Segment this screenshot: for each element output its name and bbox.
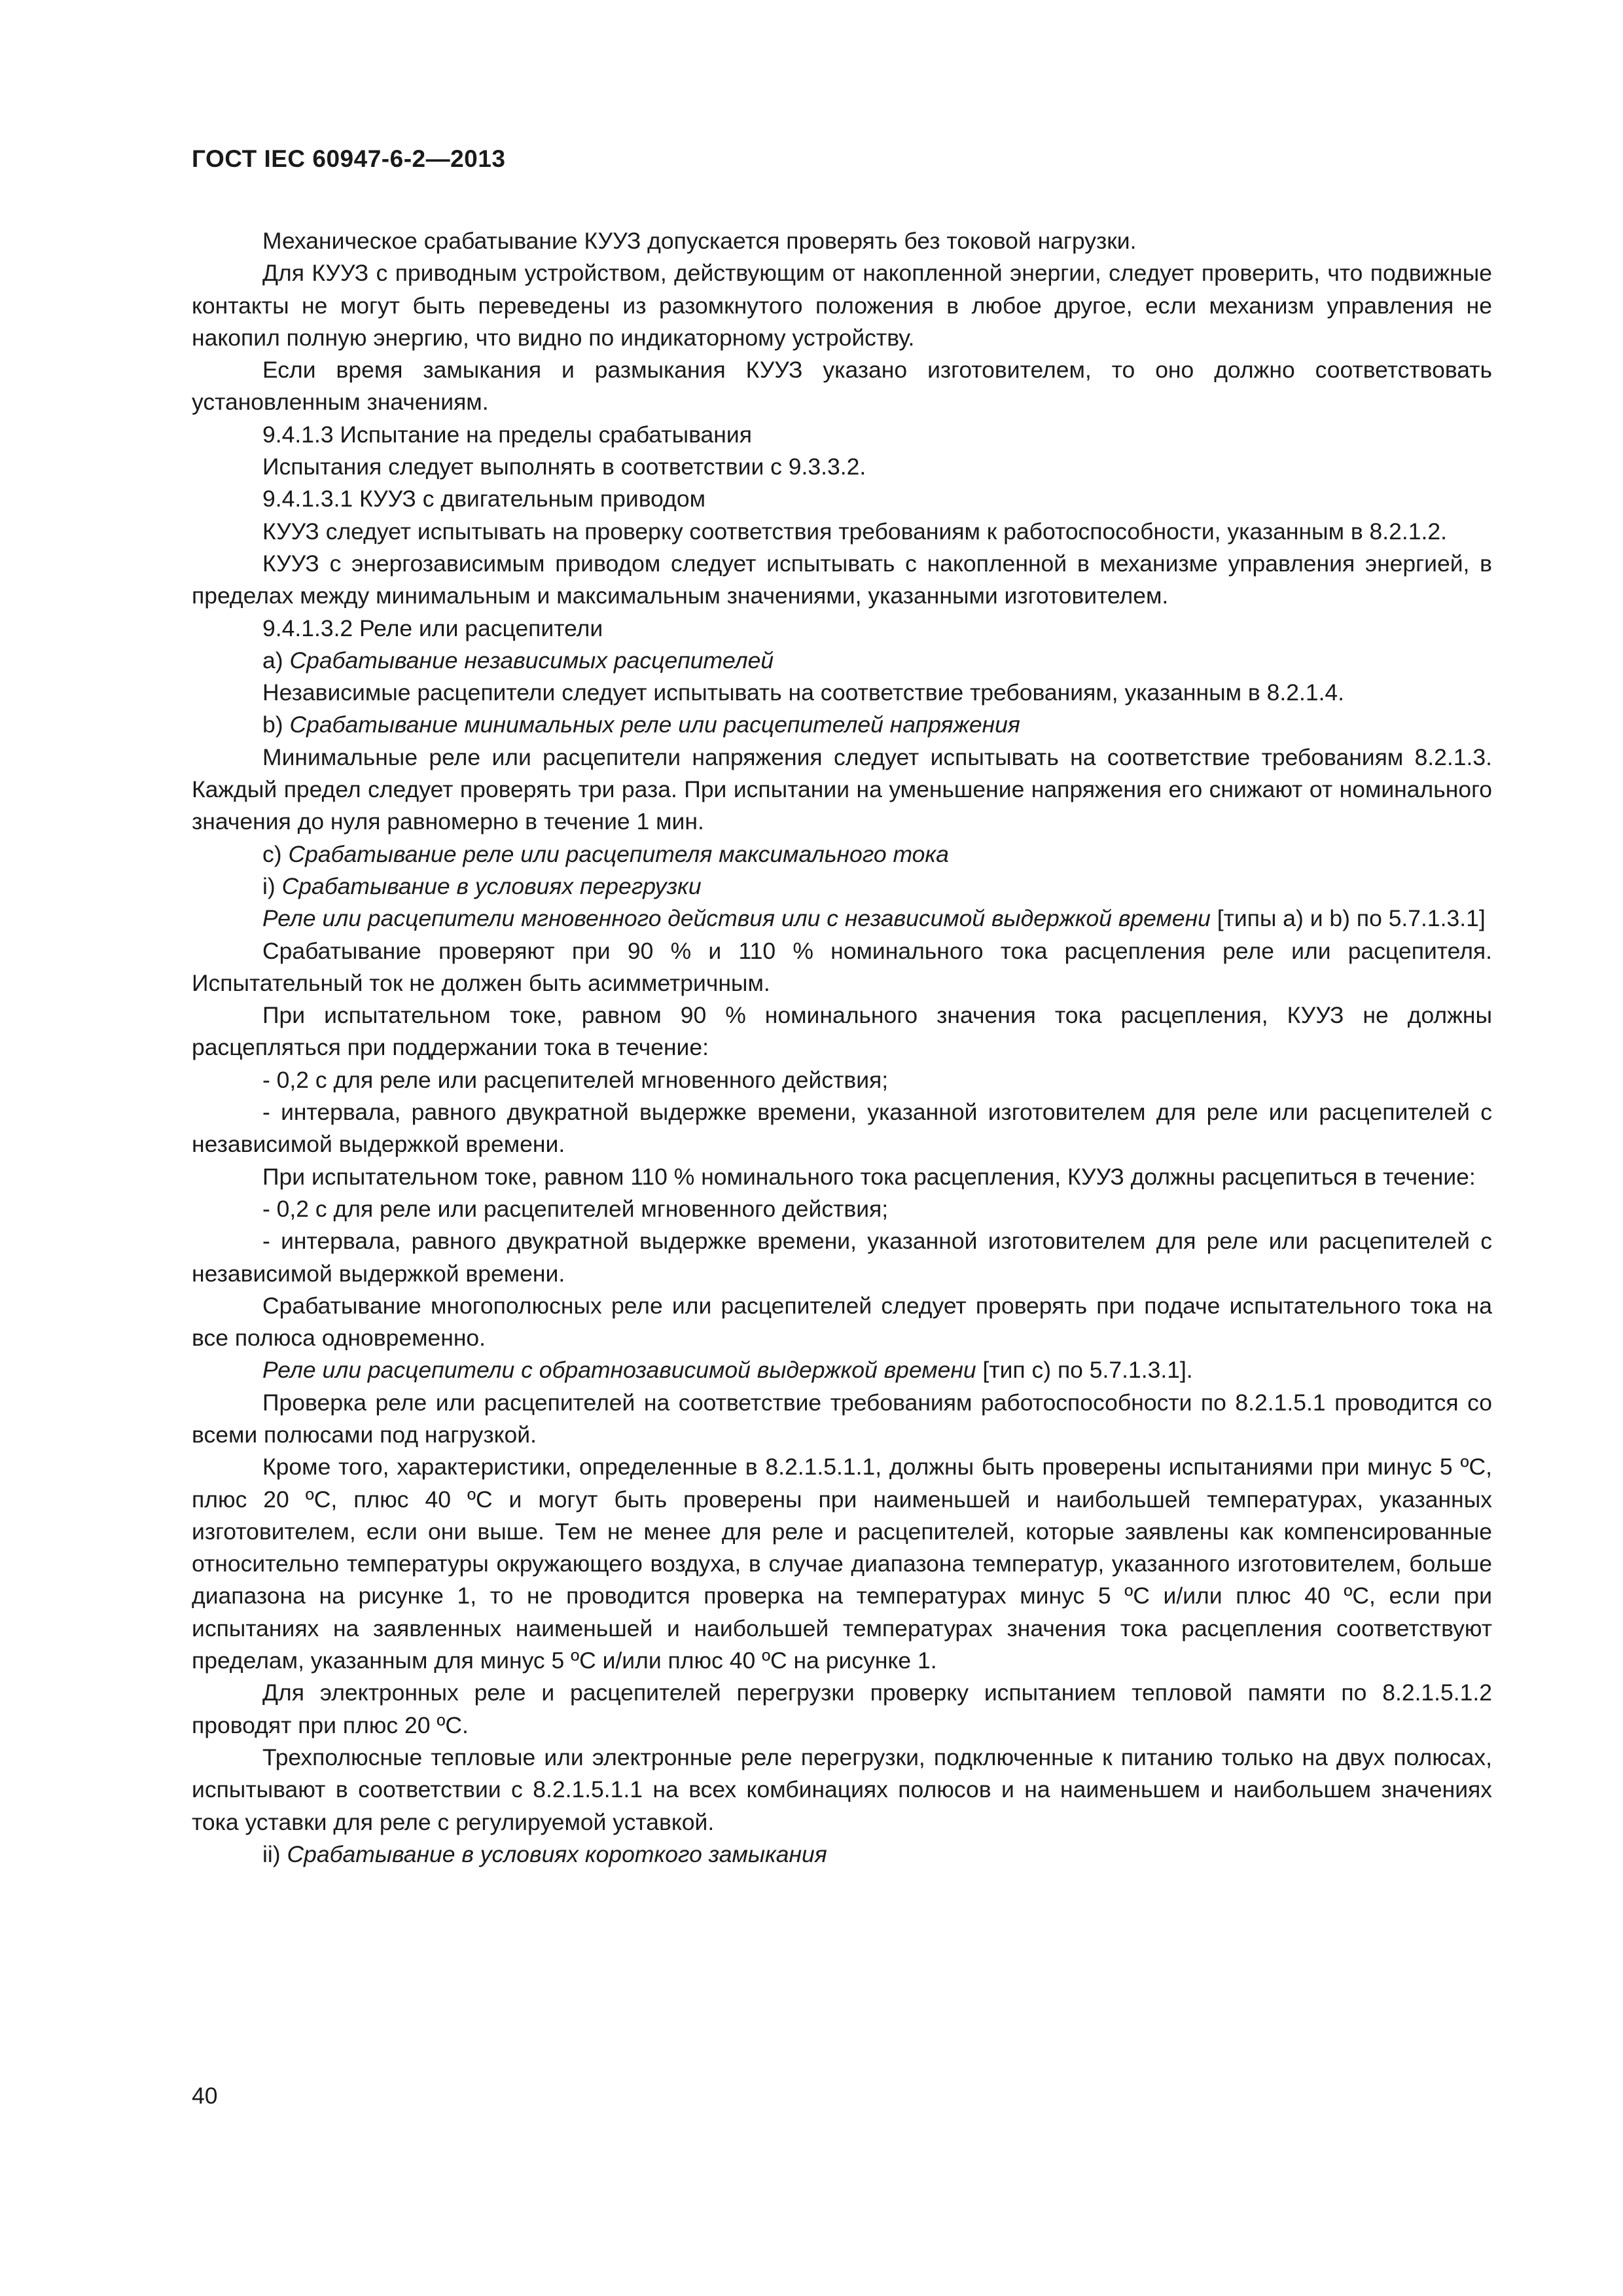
- paragraph-tail: [тип c) по 5.7.1.3.1].: [976, 1357, 1193, 1384]
- paragraph-italic: Реле или расцепители с обратнозависимой выдержкой времени: [262, 1357, 976, 1384]
- paragraph-text: При испытательном токе, равном 90 % номинального значения тока расцепления, КУУЗ не должны расцепляться при поддержании тока в течение:: [192, 1002, 1492, 1061]
- paragraph: [192, 225, 1492, 257]
- paragraph-text: 9.4.1.3.1 КУУЗ с двигательным приводом: [262, 486, 705, 512]
- paragraph-text: - интервала, равного двукратной выдержке времени, указанной изготовителем для реле или расцепителей с независимой выдержкой времени.: [192, 1228, 1492, 1287]
- document-body: [192, 225, 1492, 1871]
- paragraph: [192, 1387, 1492, 1452]
- paragraph-text: Если время замыкания и размыкания КУУЗ указано изготовителем, то оно должно соответствовать установленным значениям.: [192, 357, 1492, 416]
- paragraph-lead: c): [262, 840, 289, 867]
- paragraph: [192, 1354, 1492, 1386]
- paragraph-italic: Срабатывание реле или расцепителя максимального тока: [288, 840, 949, 867]
- paragraph: [192, 903, 1492, 935]
- paragraph-italic: Срабатывание минимальных реле или расцепителей напряжения: [289, 711, 1020, 738]
- paragraph-text: Независимые расцепители следует испытывать на соответствие требованиям, указанным в 8.2.1.4.: [262, 679, 1345, 706]
- paragraph: [192, 613, 1492, 645]
- paragraph: [192, 451, 1492, 483]
- paragraph-text: КУУЗ следует испытывать на проверку соответствия требованиям к работоспособности, указанным в 8.2.1.2.: [262, 518, 1447, 545]
- paragraph: [192, 257, 1492, 354]
- paragraph-text: Минимальные реле или расцепители напряжения следует испытывать на соответствие требованиям 8.2.1.3. Каждый предел следует проверять три раза. При испытании на уменьшение напряжения его снижают от номинального значения до нуля равномерно в течение 1 мин.: [192, 744, 1492, 835]
- paragraph-text: - 0,2 с для реле или расцепителей мгновенного действия;: [262, 1066, 889, 1093]
- paragraph-text: Трехполюсные тепловые или электронные реле перегрузки, подключенные к питанию только на двух полюсах, испытывают в соответствии с 8.2.1.5.1.1 на всех комбинациях полюсов и на наименьшем и наибольшем значениях тока уставки для реле с регулируемой уставкой.: [192, 1744, 1492, 1835]
- paragraph-text: 9.4.1.3 Испытание на пределы срабатывания: [262, 421, 752, 448]
- paragraph-italic: Реле или расцепители мгновенного действия или с независимой выдержкой времени: [262, 905, 1211, 932]
- paragraph-text: - интервала, равного двукратной выдержке времени, указанной изготовителем для реле или расцепителей с независимой выдержкой времени.: [192, 1099, 1492, 1158]
- paragraph: [192, 1290, 1492, 1355]
- paragraph: [192, 1161, 1492, 1193]
- paragraph-tail: [типы a) и b) по 5.7.1.3.1]: [1210, 905, 1486, 932]
- paragraph-text: Срабатывание многополюсных реле или расцепителей следует проверять при подаче испытательного тока на все полюса одновременно.: [192, 1292, 1492, 1352]
- paragraph: [192, 1677, 1492, 1742]
- paragraph: [192, 1451, 1492, 1677]
- paragraph: [192, 419, 1492, 451]
- paragraph: [192, 1096, 1492, 1161]
- paragraph-text: КУУЗ с энергозависимым приводом следует испытывать с накопленной в механизме управления энергией, в пределах между минимальным и максимальным значениями, указанными изготовителем.: [192, 550, 1492, 609]
- paragraph-text: Срабатывание проверяют при 90 % и 110 % номинального тока расцепления реле или расцепителя. Испытательный ток не должен быть асимметричным.: [192, 937, 1492, 996]
- paragraph: [192, 999, 1492, 1064]
- paragraph-text: Кроме того, характеристики, определенные в 8.2.1.5.1.1, должны быть проверены испытаниями при минус 5 ºC, плюс 20 ºC, плюс 40 ºC и могут быть проверены при наименьшей и наибольшей температурах, указанных изготовителем, если они выше. Тем не менее для реле и расцепителей, которые заявлены как компенсированные относительно температуры окружающего воздуха, в случае диапазона температур, указанного изготовителем, больше диапазона на рисунке 1, то не проводится проверка на температурах минус 5 ºC и/или плюс 40 ºC, если при испытаниях на заявленных наименьшей и наибольшей температурах значения тока расцепления соответствуют пределам, указанным для минус 5 ºC и/или плюс 40 ºC на рисунке 1.: [192, 1454, 1492, 1674]
- paragraph-italic: Срабатывание в условиях короткого замыкания: [287, 1840, 827, 1867]
- paragraph: [192, 935, 1492, 1000]
- paragraph: [192, 742, 1492, 838]
- paragraph-lead: ii): [262, 1840, 287, 1867]
- paragraph: [192, 1064, 1492, 1096]
- paragraph: [192, 548, 1492, 613]
- paragraph-text: Для электронных реле и расцепителей перегрузки проверку испытанием тепловой памяти по 8.2.1.5.1.2 проводят при плюс 20 ºC.: [192, 1679, 1492, 1738]
- paragraph-lead: a): [262, 647, 290, 673]
- paragraph: [192, 516, 1492, 548]
- paragraph: [192, 677, 1492, 709]
- paragraph-text: - 0,2 с для реле или расцепителей мгновенного действия;: [262, 1195, 889, 1222]
- paragraph: [192, 1742, 1492, 1839]
- paragraph: [192, 483, 1492, 515]
- paragraph-lead: i): [262, 872, 282, 899]
- paragraph-italic: Срабатывание в условиях перегрузки: [281, 872, 702, 899]
- paragraph: [192, 870, 1492, 903]
- paragraph-text: Проверка реле или расцепителей на соответствие требованиям работоспособности по 8.2.1.5.1 проводится со всеми полюсами под нагрузкой.: [192, 1389, 1492, 1448]
- paragraph-text: Для КУУЗ с приводным устройством, действующим от накопленной энергии, следует проверить, что подвижные контакты не могут быть переведены из разомкнутого положения в любое другое, если механизм управления не накопил полную энергию, что видно по индикаторному устройству.: [192, 260, 1492, 351]
- paragraph: [192, 1839, 1492, 1871]
- paragraph-italic: Срабатывание независимых расцепителей: [289, 647, 774, 673]
- page-number: 40: [192, 2083, 218, 2109]
- paragraph: [192, 838, 1492, 870]
- paragraph: [192, 645, 1492, 677]
- paragraph-text: 9.4.1.3.2 Реле или расцепители: [262, 615, 603, 641]
- paragraph-text: Испытания следует выполнять в соответствии с 9.3.3.2.: [262, 454, 866, 480]
- paragraph: [192, 1193, 1492, 1225]
- document-header: ГОСТ IEC 60947-6-2—2013: [192, 145, 506, 172]
- paragraph-text: Механическое срабатывание КУУЗ допускается проверять без токовой нагрузки.: [262, 228, 1137, 254]
- paragraph: [192, 1225, 1492, 1290]
- paragraph: [192, 354, 1492, 419]
- paragraph: [192, 709, 1492, 741]
- paragraph-lead: b): [262, 711, 290, 738]
- paragraph-text: При испытательном токе, равном 110 % номинального тока расцепления, КУУЗ должны расцепиться в течение:: [262, 1163, 1476, 1190]
